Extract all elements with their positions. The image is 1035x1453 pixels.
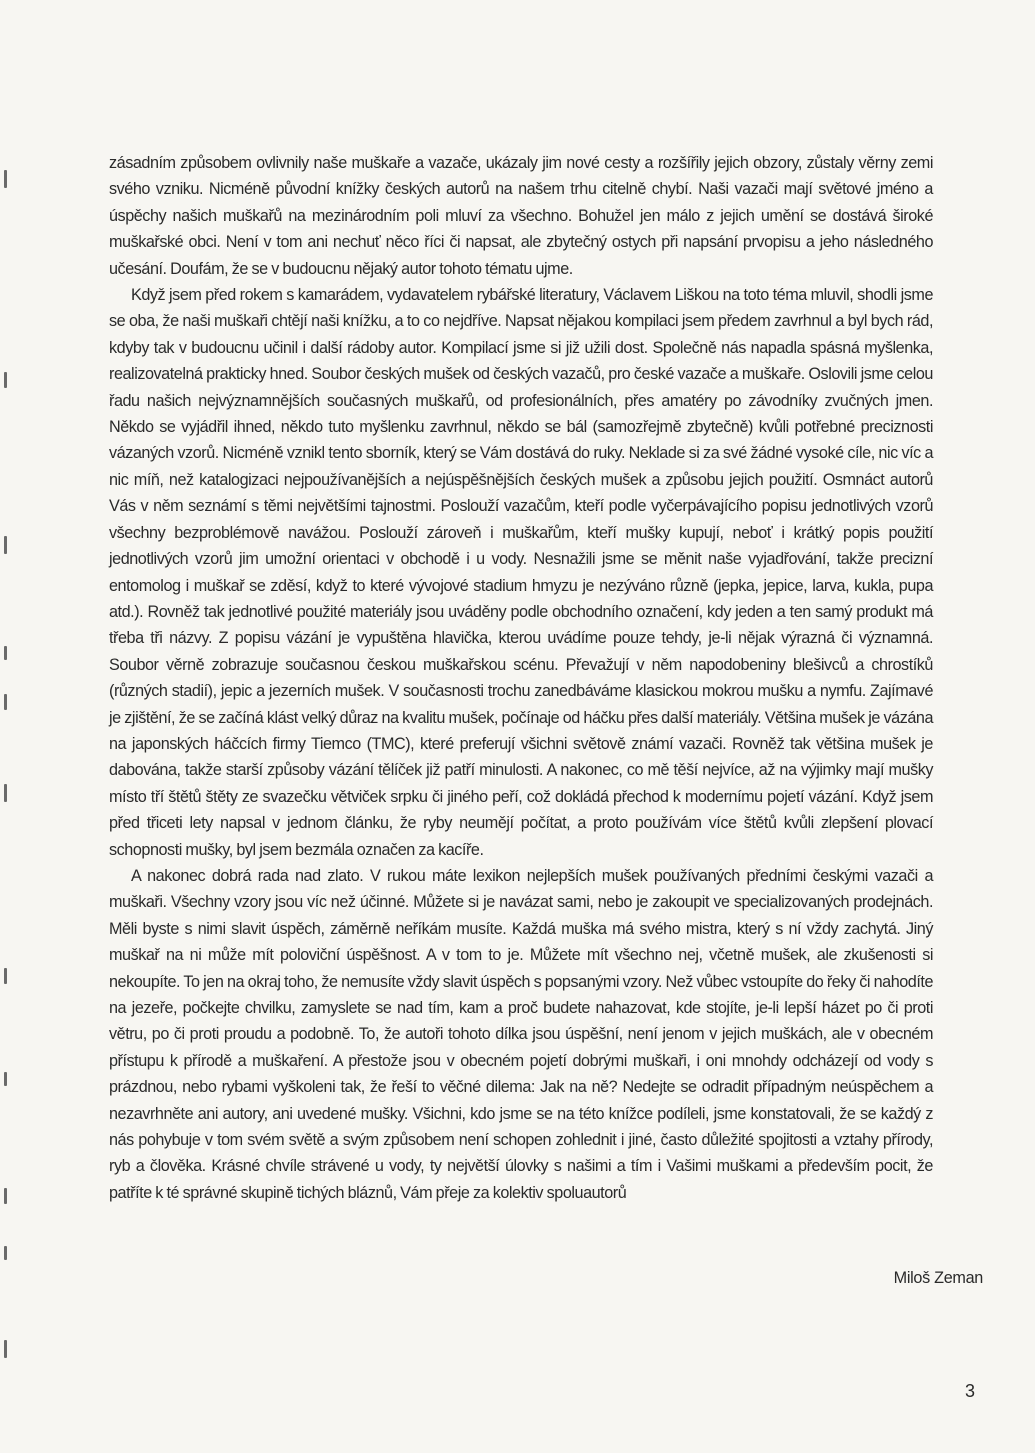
body-text <box>109 150 933 1206</box>
binding-mark <box>4 1246 7 1260</box>
binding-mark <box>4 694 7 710</box>
author-signature: Miloš Zeman <box>893 1269 983 1287</box>
binding-mark <box>4 170 7 188</box>
binding-mark <box>4 968 7 984</box>
binding-mark <box>4 784 7 802</box>
binding-mark <box>4 1188 7 1204</box>
page-number: 3 <box>964 1381 975 1401</box>
binding-mark <box>4 1340 7 1358</box>
binding-mark <box>4 372 7 388</box>
binding-mark <box>4 1072 7 1086</box>
paragraph: zásadním způsobem ovlivnily naše muškaře a vazače, ukázaly jim nové cesty a rozšířily jejich obzory, zůstaly věrny zemi svého vzniku. Nicméně původní knížky českých autorů na našem trhu citelně chybí. Naši vazači mají světové jméno a úspěchy našich muškařů na mezinárodním poli mluví za všechno. Bohužel jen málo z jejich umění se dostává široké muškařské obci. Není v tom ani nechuť něco říci či napsat, ale zbytečný ostych při napsání prvopisu a jeho následného učesání. Doufám, že se v budoucnu nějaký autor tohoto tématu ujme. <box>109 154 933 278</box>
paragraph: Když jsem před rokem s kamarádem, vydavatelem rybářské literatury, Václavem Liškou na toto téma mluvil, shodli jsme se oba, že naši muškaři chtějí naši knížku, a to co nejdříve. Napsat nějakou kompilaci jsem předem zavrhnul a byl bych rád, kdyby tak v budoucnu učinil i další rádoby autor. Kompilací jsme si již užili dost. Společně nás napadla spásná myšlenka, realizovatelná prakticky hned. Soubor českých mušek od českých vazačů, pro české vazače a muškaře. Oslovili jsme celou řadu našich nejvýznamnějších současných muškařů, od profesionálních, přes amatéry po závodníky zvučných jmen. Někdo se vyjádřil ihned, někdo tuto myšlenku zavrhnul, někdo se bál (samozřejmě zbytečně) kvůli potřebné preciznosti vázaných vzorů. Nicméně vznikl tento sborník, který se Vám dostává do ruky. Neklade si za své žádné vysoké cíle, nic víc a nic míň, než katalogizaci nejpoužívanějších a nejúspěšnějších českých mušek a způsobu jejich použití. Osmnáct autorů Vás v něm seznámí s těmi největšími tajnostmi. Poslouží vazačům, kteří podle vyčerpávajícího popisu jednotlivých vzorů všechny bezproblémově navážou. Poslouží zároveň i muškařům, kteří mušky kupují, neboť i krátký popis použití jednotlivých vzorů jim umožní orientaci v obchodě i u vody. Nesnažili jsme se měnit naše vyjadřování, takže precizní entomolog i muškař se zděsí, když to které vývojové stadium hmyzu je nezýváno různě (jepka, jepice, larva, kukla, pupa atd.). Rovněž tak jednotlivé použité materiály jsou uváděny podle obchodního označení, kdy jeden a ten samý produkt má třeba tři názvy. Z popisu vázání je vypuštěna hlavička, kterou uvádíme pouze tehdy, je-li nějak výrazná či významná. Soubor věrně zobrazuje současnou českou muškařskou scénu. Převažují v něm napodobeniny blešivců a chrostíků (různých stadií), jepic a jezerních mušek. V současnosti trochu zanedbáváme klasickou mokrou mušku a nymfu. Zajímavé je zjištění, že se začíná klást velký důraz na kvalitu mušek, počínaje od háčku přes další materiály. Většina mušek je vázána na japonských háčcích firmy Tiemco (TMC), které preferují všichni světově známí vazači. Rovněž tak většina mušek je dabována, takže starší způsoby vázání tělíček již patří minulosti. A nakonec, co mě těší nejvíce, až na výjimky mají mušky místo tří štětů štěty ze svazečku větviček srpku či jiného peří, což dokládá přechod k modernímu pojetí vázání. Když jsem před třiceti lety napsal v jednom článku, že ryby neumějí počítat, a proto používám více štětů kvůli zlepšení plovací schopnosti mušky, byl jsem bezmála označen za kacíře. <box>109 286 933 859</box>
paragraph: A nakonec dobrá rada nad zlato. V rukou máte lexikon nejlepších mušek používaných předními českými vazači a muškaři. Všechny vzory jsou víc než účinné. Můžete si je navázat sami, nebo je zakoupit ve specializovaných prodejnách. Měli byste s nimi slavit úspěch, záměrně neříkám musíte. Každá muška má svého mistra, který s ní vždy zachytá. Jiný muškař na ni může mít poloviční úspěšnost. A v tom to je. Můžete mít všechno nej, včetně mušek, ale zkušenosti si nekoupíte. To jen na okraj toho, že nemusíte vždy slavit úspěch s popsanými vzory. Než vůbec vstoupíte do řeky či nahodíte na jezeře, počkejte chvilku, zamyslete se nad tím, kam a proč budete nahazovat, kde stojíte, je-li lepší házet po či proti větru, po či proti proudu a podobně. To, že autoři tohoto dílka jsou úspěšní, není jenom v jejich muškách, ale v obecném přístupu k přírodě a muškaření. A přestože jsou v obecném pojetí dobrými muškaři, i oni mnohdy odcházejí od vody s prázdnou, nebo rybami vyškoleni tak, že řeší to věčné dilema: Jak na ně? Nedejte se odradit případným neúspěchem a nezavrhněte ani autory, ani uvedené mušky. Všichni, kdo jsme se na této knížce podíleli, jsme konstatovali, že se každý z nás pohybuje v tom svém světě a svým způsobem není schopen zohlednit i jiné, často důležité spojitosti a vztahy přírody, ryb a člověka. Krásné chvíle strávené u vody, ty největší úlovky s našimi a tím i Vašimi muškami a především pocit, že patříte k té správné skupině tichých bláznů, Vám přeje za kolektiv spoluautorů <box>109 866 933 1202</box>
binding-mark <box>4 536 7 554</box>
binding-mark <box>4 646 7 660</box>
